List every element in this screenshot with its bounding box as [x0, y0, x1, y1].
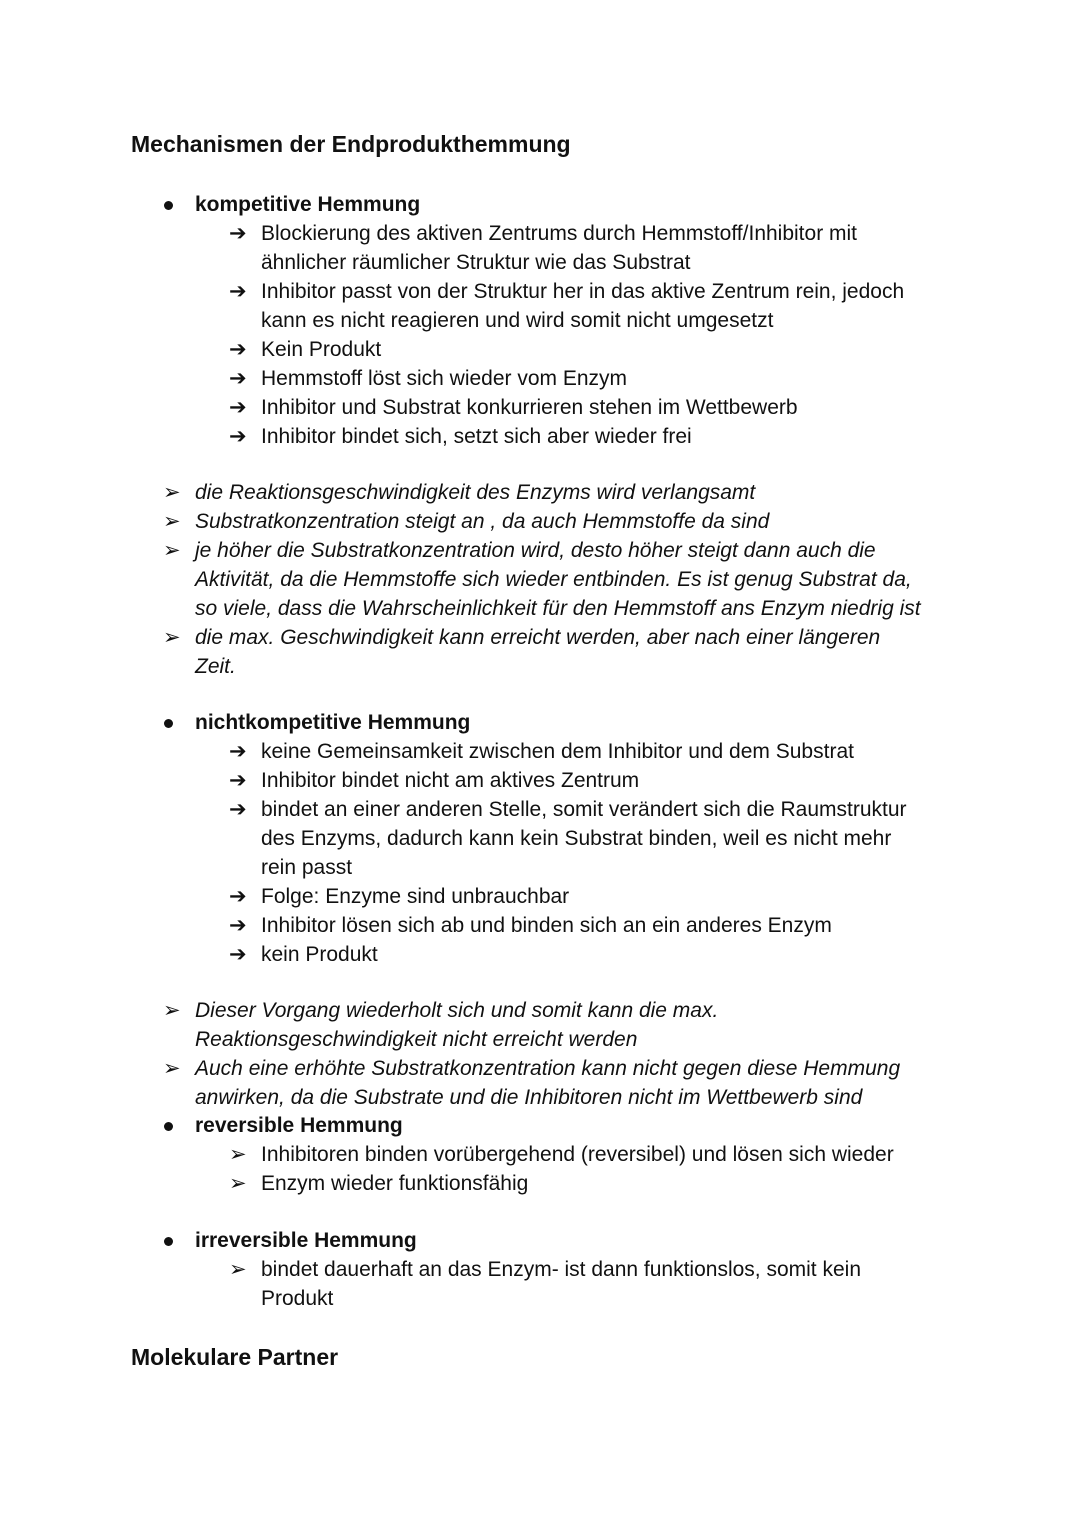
arrow-list [0, 219, 1080, 451]
page-title: Mechanismen der Endprodukthemmung [131, 131, 571, 157]
section-title: irreversible Hemmung [195, 1229, 417, 1252]
list-item-text: die Reaktionsgeschwindigkeit des Enzyms wird verlangsamt [195, 481, 756, 504]
list-item-text: Kein Produkt [261, 338, 382, 361]
list-item-text: des Enzyms, dadurch kann kein Substrat binden, weil es nicht mehr [261, 827, 892, 850]
list-item-text: anwirken, da die Substrate und die Inhibitoren nicht im Wettbewerb sind [195, 1086, 863, 1109]
list-item [0, 422, 1080, 451]
list-item-text: Inhibitor bindet sich, setzt sich aber wieder frei [261, 425, 692, 448]
list-item [0, 1255, 1080, 1313]
arrow-right-icon: ➔ [229, 222, 247, 245]
section-title-line [0, 708, 1080, 737]
section-heading: Molekulare Partner [131, 1344, 339, 1370]
arrow-right-icon: ➔ [229, 280, 247, 303]
chevron-right-icon: ➢ [163, 510, 181, 533]
chevron-right-icon: ➢ [163, 999, 181, 1022]
list-item [0, 364, 1080, 393]
list-item-text: Reaktionsgeschwindigkeit nicht erreicht werden [195, 1028, 638, 1051]
list-item-text: Dieser Vorgang wiederholt sich und somit kann die max. [195, 999, 719, 1022]
arrow-right-icon: ➔ [229, 367, 247, 390]
chevron-right-icon: ➢ [163, 481, 181, 504]
section-title-line [0, 1226, 1080, 1255]
section-title: kompetitive Hemmung [195, 193, 421, 216]
list-item [0, 766, 1080, 795]
list-item-text: Aktivität, da die Hemmstoffe sich wieder entbinden. Es ist genug Substrat da, [195, 568, 912, 591]
list-item [0, 277, 1080, 335]
arrow-right-icon: ➔ [229, 885, 247, 908]
note-item [0, 536, 1080, 623]
arrow-right-icon: ➔ [229, 798, 247, 821]
section-reversible [0, 1111, 1080, 1198]
arrow-right-icon: ➔ [229, 914, 247, 937]
chevron-right-icon: ➢ [163, 539, 181, 562]
list-item [0, 882, 1080, 911]
list-item [0, 737, 1080, 766]
chevron-right-icon: ➢ [163, 626, 181, 649]
list-item-text: Hemmstoff löst sich wieder vom Enzym [261, 367, 628, 390]
list-item-text: Zeit. [195, 655, 236, 678]
arrow-right-icon: ➔ [229, 943, 247, 966]
arrow-right-icon: ➔ [229, 740, 247, 763]
list-item [0, 940, 1080, 969]
list-item-text: Inhibitor lösen sich ab und binden sich an ein anderes Enzym [261, 914, 832, 937]
chevron-right-icon: ➢ [229, 1172, 247, 1195]
list-item-text: die max. Geschwindigkeit kann erreicht werden, aber nach einer längeren [195, 626, 881, 649]
list-item-text: Inhibitor und Substrat konkurrieren stehen im Wettbewerb [261, 396, 798, 419]
list-item-text: Inhibitor bindet nicht am aktives Zentrum [261, 769, 640, 792]
list-item-text: Blockierung des aktiven Zentrums durch Hemmstoff/Inhibitor mit [261, 222, 858, 245]
bullet-icon [164, 1237, 173, 1246]
list-item-text: bindet an einer anderen Stelle, somit verändert sich die Raumstruktur [261, 798, 907, 821]
chevron-list [0, 1140, 1080, 1198]
list-item [0, 1140, 1080, 1169]
list-item-text: ähnlicher räumlicher Struktur wie das Substrat [261, 251, 691, 274]
competitive-notes-list [0, 478, 1080, 681]
note-item [0, 507, 1080, 536]
list-item-text: Folge: Enzyme sind unbrauchbar [261, 885, 570, 908]
arrow-right-icon: ➔ [229, 769, 247, 792]
list-item [0, 1169, 1080, 1198]
list-item-text: bindet dauerhaft an das Enzym- ist dann funktionslos, somit kein [261, 1258, 861, 1281]
list-item-text: Substratkonzentration steigt an , da auch Hemmstoffe da sind [195, 510, 770, 533]
section-title: reversible Hemmung [195, 1114, 403, 1137]
list-item [0, 911, 1080, 940]
chevron-right-icon: ➢ [229, 1143, 247, 1166]
noncompetitive-notes-list [0, 996, 1080, 1112]
section-competitive [0, 190, 1080, 451]
list-item-text: so viele, dass die Wahrscheinlichkeit für den Hemmstoff ans Enzym niedrig ist [195, 597, 921, 620]
arrow-right-icon: ➔ [229, 396, 247, 419]
bullet-icon [164, 719, 173, 728]
list-item [0, 393, 1080, 422]
note-item [0, 623, 1080, 681]
section-irreversible [0, 1226, 1080, 1313]
list-item [0, 335, 1080, 364]
arrow-right-icon: ➔ [229, 338, 247, 361]
list-item-text: Enzym wieder funktionsfähig [261, 1172, 529, 1195]
note-item [0, 1054, 1080, 1112]
section-noncompetitive [0, 708, 1080, 969]
arrow-list [0, 737, 1080, 969]
section-title-line [0, 190, 1080, 219]
chevron-right-icon: ➢ [163, 1057, 181, 1080]
chevron-list [0, 1255, 1080, 1313]
list-item-text: Produkt [261, 1287, 334, 1310]
list-item-text: keine Gemeinsamkeit zwischen dem Inhibitor und dem Substrat [261, 740, 854, 763]
list-item-text: Auch eine erhöhte Substratkonzentration kann nicht gegen diese Hemmung [195, 1057, 901, 1080]
section-title-line [0, 1111, 1080, 1140]
list-item-text: kann es nicht reagieren und wird somit nicht umgesetzt [261, 309, 774, 332]
section-title: nichtkompetitive Hemmung [195, 711, 471, 734]
list-item-text: rein passt [261, 856, 353, 879]
list-item-text: je höher die Substratkonzentration wird, desto höher steigt dann auch die [195, 539, 876, 562]
arrow-right-icon: ➔ [229, 425, 247, 448]
note-item [0, 478, 1080, 507]
bullet-icon [164, 201, 173, 210]
bullet-icon [164, 1122, 173, 1131]
note-item [0, 996, 1080, 1054]
list-item-text: kein Produkt [261, 943, 378, 966]
list-item-text: Inhibitoren binden vorübergehend (reversibel) und lösen sich wieder [261, 1143, 894, 1166]
list-item-text: Inhibitor passt von der Struktur her in das aktive Zentrum rein, jedoch [261, 280, 905, 303]
chevron-right-icon: ➢ [229, 1258, 247, 1281]
list-item [0, 795, 1080, 882]
list-item [0, 219, 1080, 277]
